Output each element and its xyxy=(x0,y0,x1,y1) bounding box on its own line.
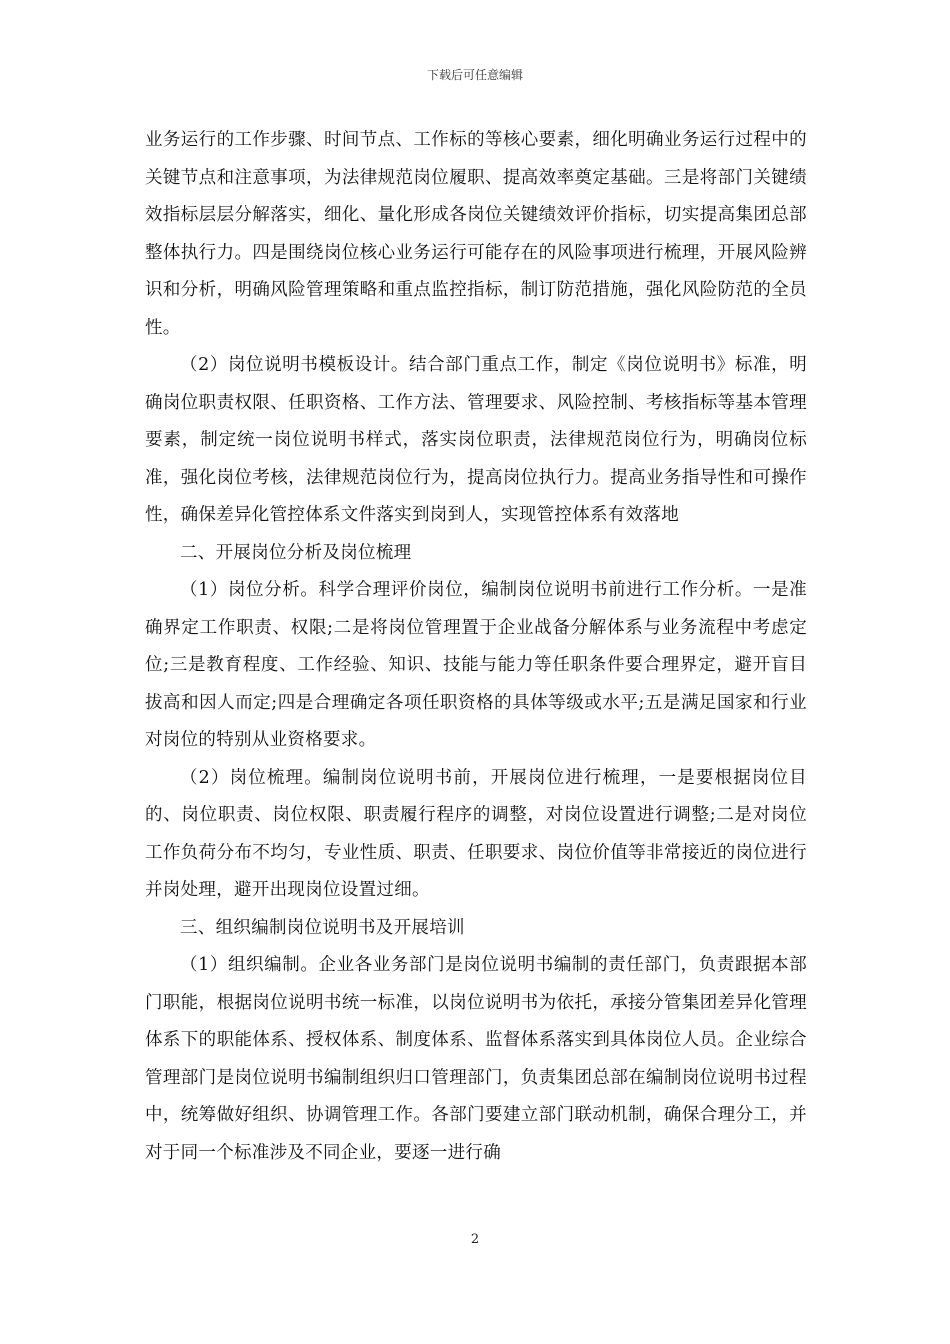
section-heading-3: 三、组织编制岗位说明书及开展培训 xyxy=(180,917,465,938)
paragraph-continuation: 业务运行的工作步骤、时间节点、工作标的等核心要素，细化明确业务运行过程中的关键节点和注意事项，为法律规范岗位履职、提高效率奠定基础。三是将部门关键绩效指标层层分解落实，细化、量化形成各岗位关键绩效评价指标，切实提高集团总部整体执行力。四是围绕岗位核心业务运行可能存在的风险事项进行梳理，开展风险辨识和分析，明确风险管理策略和重点监控指标，制订防范措施，强化风险防范的全员性。 xyxy=(145,130,807,338)
page-number: 2 xyxy=(470,1232,480,1247)
page-header: 下载后可任意编辑 xyxy=(426,68,523,82)
paragraph-template-design: （2）岗位说明书模板设计。结合部门重点工作，制定《岗位说明书》标准，明确岗位职责权限、任职资格、工作方法、管理要求、风险控制、考核指标等基本管理要素，制定统一岗位说明书样式，落实岗位职责，法律规范岗位行为，明确岗位标准，强化岗位考核，法律规范岗位行为，提高岗位执行力。提高业务指导性和可操作性，确保差异化管控体系文件落实到岗到人，实现管控体系有效落地 xyxy=(145,355,807,525)
paragraph-position-analysis: （1）岗位分析。科学合理评价岗位，编制岗位说明书前进行工作分析。一是准确界定工作职责、权限;二是将岗位管理置于企业战备分解体系与业务流程中考虑定位;三是教育程度、工作经验、知识、技能与能力等任职条件要合理界定，避开盲目拔高和因人而定;四是合理确定各项任职资格的具体等级或水平;五是满足国家和行业对岗位的特别从业资格要求。 xyxy=(145,580,807,750)
paragraph-organize-compile: （1）组织编制。企业各业务部门是岗位说明书编制的责任部门，负责跟据本部门职能，根据岗位说明书统一标准，以岗位说明书为依托，承接分管集团差异化管理体系下的职能体系、授权体系、制度体系、监督体系落实到具体岗位人员。企业综合管理部门是岗位说明书编制组织归口管理部门，负责集团总部在编制岗位说明书过程中，统筹做好组织、协调管理工作。各部门要建立部门联动机制，确保合理分工，并对于同一个标准涉及不同企业，要逐一进行确 xyxy=(145,955,807,1163)
document-body xyxy=(145,122,807,1172)
paragraph-position-review: （2）岗位梳理。编制岗位说明书前，开展岗位进行梳理，一是要根据岗位目的、岗位职责、岗位权限、职责履行程序的调整，对岗位设置进行调整;二是对岗位工作负荷分布不均匀，专业性质、职责、任职要求、岗位价值等非常接近的岗位进行并岗处理，避开出现岗位设置过细。 xyxy=(145,767,807,900)
section-heading-2: 二、开展岗位分析及岗位梳理 xyxy=(180,542,412,563)
